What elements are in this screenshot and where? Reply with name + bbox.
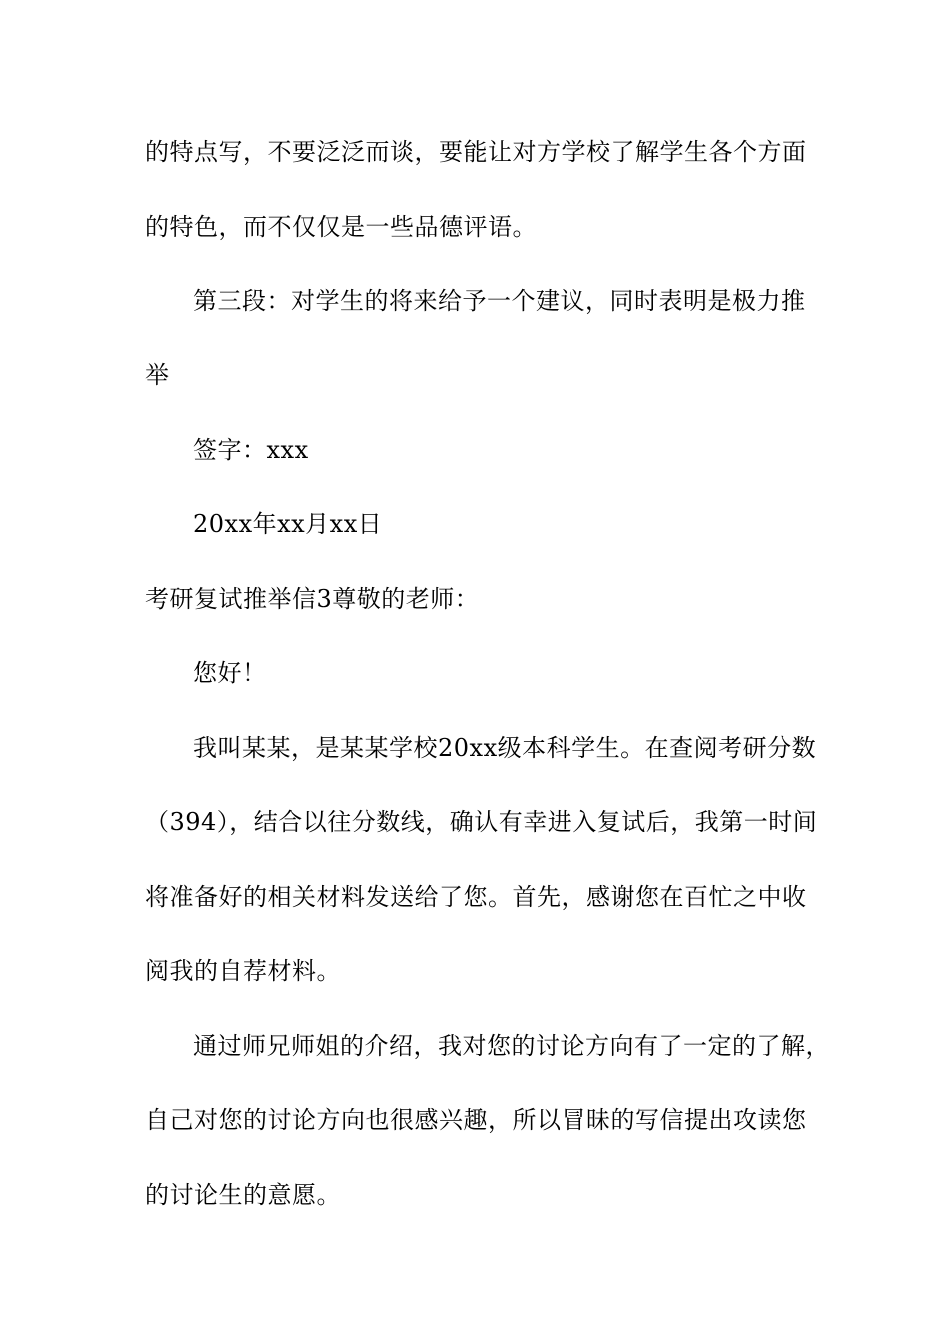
paragraph-line: 阅我的自荐材料。 <box>145 957 341 985</box>
paragraph-line: 的特色，而不仅仅是一些品德评语。 <box>145 213 537 241</box>
paragraph-line: 将准备好的相关材料发送给了您。首先，感谢您在百忙之中收 <box>145 883 807 911</box>
paragraph-line: 第三段：对学生的将来给予一个建议，同时表明是极力推 <box>193 287 806 315</box>
greeting-line: 您好！ <box>193 659 267 687</box>
signature-line: 签字：xxx <box>193 436 309 464</box>
paragraph-line: （394），结合以往分数线，确认有幸进入复试后，我第一时间 <box>145 808 818 836</box>
paragraph-line: 的特点写，不要泛泛而谈，要能让对方学校了解学生各个方面 <box>145 138 807 166</box>
date-line: 20xx年xx月xx日 <box>193 510 383 538</box>
paragraph-line: 通过师兄师姐的介绍，我对您的讨论方向有了一定的了解， <box>193 1032 830 1060</box>
paragraph-line: 我叫某某，是某某学校20xx级本科学生。在查阅考研分数 <box>193 734 817 762</box>
paragraph-line: 举 <box>145 361 170 389</box>
section-heading: 考研复试推举信3尊敬的老师： <box>145 585 480 613</box>
paragraph-line: 的讨论生的意愿。 <box>145 1181 341 1209</box>
paragraph-line: 自己对您的讨论方向也很感兴趣，所以冒昧的写信提出攻读您 <box>145 1106 807 1134</box>
